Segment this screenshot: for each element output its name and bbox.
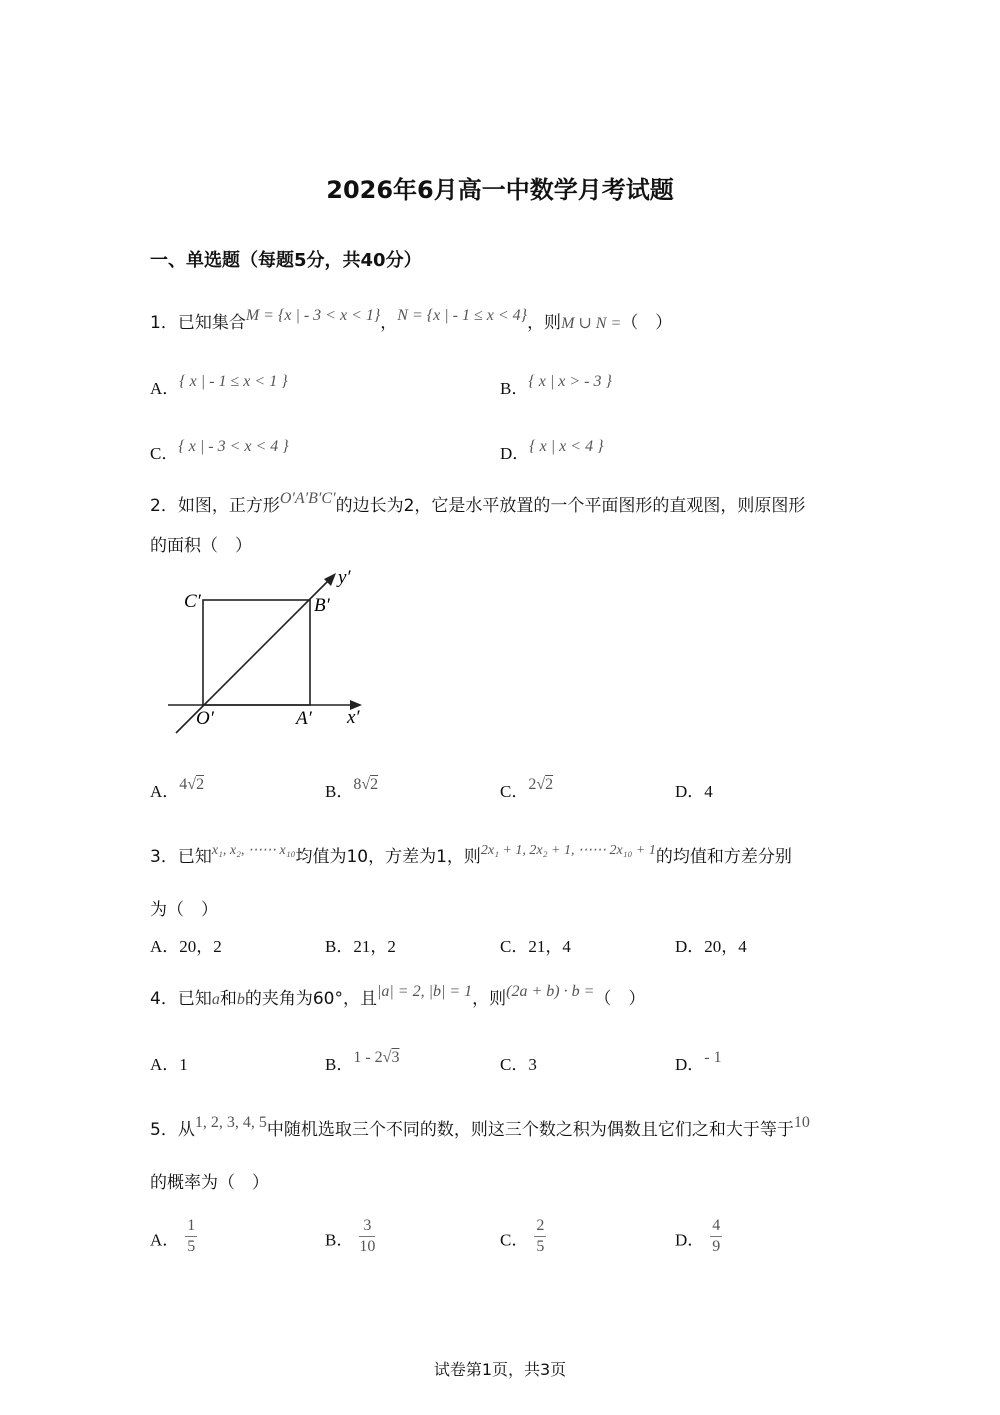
option-label: B． [325,1230,354,1250]
q2-shape: O′A′B′C′ [279,490,336,507]
option-radicand: 2 [196,776,205,793]
option-coef: 4 [179,776,188,793]
label-o: O′ [196,708,214,729]
q5-option-c[interactable] [500,1217,546,1261]
option-label: D． [675,1230,705,1250]
q4-option-d[interactable] [675,1049,722,1079]
q2-option-b[interactable] [325,776,379,806]
q4-expr: (2a + b) · b = [506,983,595,1000]
sqrt-icon: √ [536,776,546,793]
q1-option-a[interactable] [150,373,288,403]
option-value: 3 [528,1055,537,1074]
option-label: D． [675,782,705,801]
q2-option-c[interactable] [500,776,554,806]
label-y: y′ [338,567,351,588]
option-label: B． [325,782,354,801]
sqrt-icon: √ [187,776,197,793]
option-coef: 8 [353,776,362,793]
q4-prefix: 4．已知 [150,989,212,1009]
q2-option-a[interactable] [150,776,205,806]
q5-option-b[interactable] [325,1217,376,1261]
q1-tail: （ ） [621,313,673,333]
q4-vector-b: b [236,991,245,1008]
option-value: { x | x > - 3 } [528,373,612,390]
option-value: 1 - 2 [353,1049,383,1066]
q5-option-d[interactable] [675,1217,722,1261]
section-heading: 一、单选题（每题5分，共40分） [150,250,422,271]
q4-option-c[interactable] [500,1052,537,1078]
q3-option-b[interactable] [325,934,396,960]
option-radicand: 2 [545,776,554,793]
q5-set: 1, 2, 3, 4, 5 [194,1114,267,1131]
q5-num: 10 [793,1114,810,1131]
option-label: B． [325,937,354,956]
q1-mid: ，则 [527,313,562,333]
q5-option-a[interactable] [150,1217,197,1261]
q2-rest: 的边长为2，它是水平放置的一个平面图形的直观图，则原图形 [335,496,806,516]
q3-expr: 2x₁ + 1, 2x₂ + 1, ⋯⋯ 2x₁₀ + 1 [480,843,656,858]
option-label: A． [150,379,180,398]
option-label: B． [500,379,529,398]
option-value: 1 [179,1055,188,1074]
fraction [710,1216,722,1257]
option-label: B． [325,1055,354,1074]
option-label: A． [150,782,180,801]
option-value: - 1 [704,1049,722,1066]
q4-tail: （ ） [594,989,646,1009]
sqrt-icon: √ [382,1049,392,1066]
label-x: x′ [347,707,360,728]
q2-figure [160,565,370,740]
q3-vars: x₁, x₂, ⋯⋯ x₁₀ [211,843,296,858]
sqrt-icon: √ [361,776,371,793]
label-a: A′ [296,708,312,729]
q3-prefix: 3．已知 [150,847,212,867]
q1-prefix: 1．已知集合 [150,313,246,333]
q2-prefix: 2．如图，正方形 [150,496,280,516]
question-2 [150,490,806,520]
option-value: 4 [704,782,713,801]
fraction-numerator: 3 [359,1216,375,1237]
option-label: D． [675,1055,705,1074]
option-value: 20，2 [179,937,222,956]
option-label: C． [500,1055,529,1074]
question-5 [150,1114,810,1144]
fraction-denominator: 10 [359,1238,376,1255]
option-value: 21，4 [528,937,571,956]
q1-option-b[interactable] [500,373,612,403]
option-value: { x | - 3 < x < 4 } [178,438,289,455]
question-3 [150,844,792,872]
fraction-denominator: 9 [712,1238,721,1255]
fraction-numerator: 2 [534,1216,546,1237]
q3-option-d[interactable] [675,934,747,960]
q1-sep: ， [380,313,398,333]
q3-rest: 的均值和方差分别 [655,847,792,867]
q3-option-a[interactable] [150,934,222,960]
option-label: D． [675,937,705,956]
option-label: C． [500,937,529,956]
option-label: A． [150,1055,180,1074]
q3-mid: 均值为10，方差为1，则 [295,847,481,867]
fraction-denominator: 5 [187,1238,196,1255]
q4-mid: 的夹角为60°，且 [244,989,377,1009]
question-4 [150,983,646,1013]
q5-prefix: 5．从 [150,1120,195,1140]
option-value: 20，4 [704,937,747,956]
q2-line2: 的面积（ ） [150,536,252,556]
option-label: C． [500,782,529,801]
page-footer: 试卷第1页，共3页 [433,1360,567,1379]
page-title: 2026年6月高一中数学月考试题 [326,176,674,204]
q4-condition: |a| = 2, |b| = 1 [376,983,473,1000]
option-coef: 2 [528,776,537,793]
option-radicand: 3 [391,1049,400,1066]
fraction [534,1216,546,1257]
q4-and: 和 [219,989,237,1009]
option-radicand: 2 [370,776,379,793]
option-label: A． [150,1230,180,1250]
q1-option-c[interactable] [150,438,289,468]
fraction-numerator: 1 [185,1216,197,1237]
option-value: { x | - 1 ≤ x < 1 } [179,373,288,390]
q2-option-d[interactable] [675,779,713,805]
fraction-numerator: 4 [710,1216,722,1237]
q4-vector-a: a [211,991,220,1008]
option-label: C． [500,1230,529,1250]
q5-line2: 的概率为（ ） [150,1173,269,1193]
option-label: A． [150,937,180,956]
option-label: D． [500,444,530,463]
option-value: { x | x < 4 } [529,438,604,455]
q4-option-b[interactable] [325,1049,400,1079]
q5-mid: 中随机选取三个不同的数，则这三个数之积为偶数且它们之和大于等于 [266,1120,794,1140]
q3-option-c[interactable] [500,934,571,960]
option-value: 21，2 [353,937,396,956]
option-label: C． [150,444,179,463]
fraction [185,1216,197,1257]
q1-expr: M ∪ N = [561,315,622,332]
q3-line2: 为（ ） [150,900,218,920]
q4-option-a[interactable] [150,1052,188,1078]
label-c: C′ [184,591,201,612]
question-1 [150,307,673,337]
fraction [359,1216,375,1257]
q4-then: ，则 [472,989,507,1009]
q1-option-d[interactable] [500,438,604,468]
q1-set-n: N = {x | - 1 ≤ x < 4} [397,307,528,324]
fraction-denominator: 5 [536,1238,545,1255]
q1-set-m: M = {x | - 3 < x < 1} [245,307,381,324]
label-b: B′ [314,595,330,616]
